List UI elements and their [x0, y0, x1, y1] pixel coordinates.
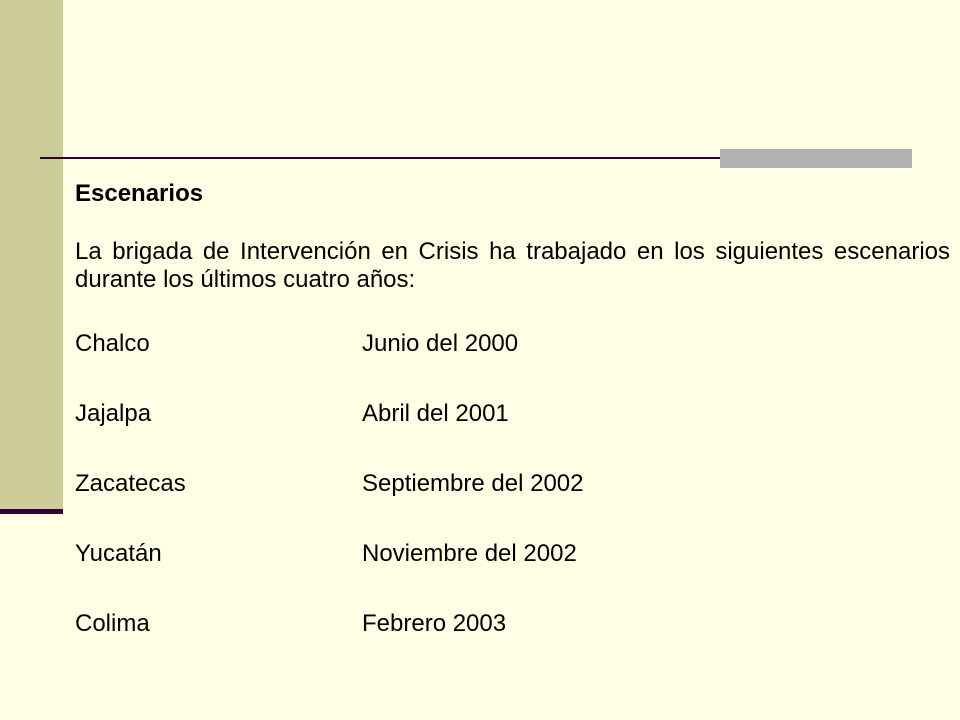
- divider-gray-block: [720, 149, 912, 168]
- scenario-row: [75, 540, 950, 568]
- slide-heading: Escenarios: [75, 180, 204, 207]
- scenario-date: Junio del 2000: [362, 330, 519, 357]
- scenario-date: Febrero 2003: [362, 610, 507, 637]
- slide-content: [75, 180, 950, 680]
- scenario-row: [75, 330, 950, 358]
- scenario-row: [75, 610, 950, 638]
- scenario-date: Septiembre del 2002: [362, 470, 584, 497]
- scenario-list: [75, 330, 950, 638]
- scenario-row: [75, 470, 950, 498]
- scenario-place: Jajalpa: [75, 400, 152, 427]
- scenario-place: Colima: [75, 610, 150, 637]
- scenario-date: Noviembre del 2002: [362, 540, 577, 567]
- scenario-place: Zacatecas: [75, 470, 186, 497]
- left-accent-line: [0, 509, 63, 514]
- scenario-place: Chalco: [75, 330, 150, 357]
- scenario-date: Abril del 2001: [362, 400, 509, 427]
- intro-paragraph: La brigada de Intervención en Crisis ha trabajado en los siguientes escenarios durante los últimos cuatro años:: [75, 238, 950, 293]
- scenario-row: [75, 400, 950, 428]
- scenario-place: Yucatán: [75, 540, 162, 567]
- left-side-bar: [0, 0, 63, 510]
